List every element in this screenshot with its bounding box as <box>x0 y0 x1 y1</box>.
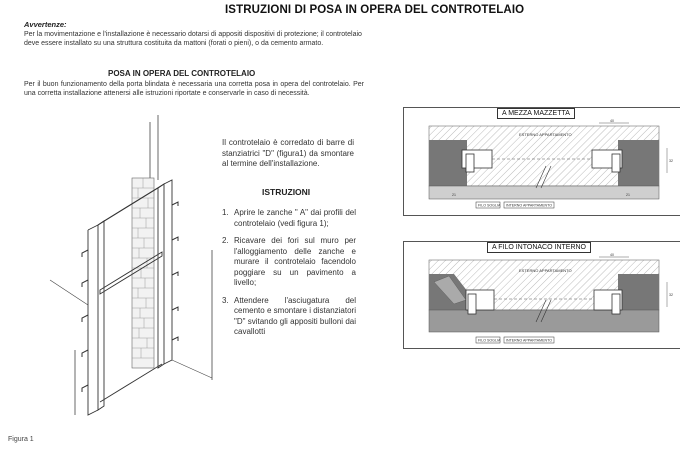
floor-label-1: FILO SOGLIA <box>478 338 501 343</box>
diagram-label: A FILO INTONACO INTERNO <box>487 242 591 253</box>
dim-top: 40 <box>610 119 614 123</box>
frame-profiles <box>88 180 172 415</box>
installation-body: Per il buon funzionamento della porta blindata è necessaria una corretta posa in opera del controtelaio. Per una corretta installazione attenersi alle istruzioni riportate e conservarle in caso di necessità. <box>24 81 364 97</box>
dim-left: 21 <box>452 193 456 197</box>
dim-side: 32 <box>669 159 673 163</box>
inner-label: ESTERNO APPARTAMENTO <box>519 268 572 273</box>
warning-body: Per la movimentazione e l'installazione è necessario dotarsi di appositi dispositivi di protezione; il controtelaio deve essere installato su una struttura costituita da mattoni (forati o pieni), o da cemento armato. <box>24 31 362 47</box>
warning-heading: Avvertenze: <box>24 20 67 29</box>
dim-side: 32 <box>669 293 673 297</box>
frame-profile-left <box>468 294 476 314</box>
diagram-mezza-mazzetta <box>403 107 680 216</box>
inner-label: ESTERNO APPARTAMENTO <box>519 132 572 137</box>
frame-profile-right <box>612 294 620 314</box>
wall-block-right <box>618 140 659 186</box>
section-drawing-top <box>404 118 680 215</box>
instruction-step: 3. Attendere l'asciugatura del cemento e smontare i distanziatori "D" svitando gli appositi bulloni dai cavallotti <box>222 295 356 336</box>
dim-right: 21 <box>626 193 630 197</box>
page-title: ISTRUZIONI DI POSA IN OPERA DEL CONTROTELAIO <box>225 4 525 16</box>
wall-block-right <box>618 274 659 310</box>
instruction-step: 2. Ricavare dei fori sul muro per l'alloggiamento delle zanche e murare il controtelaio facendolo poggiare su un pavimento a livello; <box>222 236 356 287</box>
frame-isometric-drawing <box>40 110 220 430</box>
diagram-filo-intonaco <box>403 241 680 349</box>
floor-band <box>429 186 659 199</box>
floor-label-2: INTERNO APPARTAMENTO <box>506 338 553 343</box>
description-text: Il controtelaio è corredato di barre di stanziatrici "D" (figura1) da smontare al termine dell'installazione. <box>222 138 354 168</box>
floor-label-2: INTERNO APPARTAMENTO <box>506 203 553 208</box>
brick-column <box>132 178 154 368</box>
floor-line <box>172 360 212 378</box>
instruction-step: 1. Aprire le zanche " A" dai profili del controtelaio (vedi figura 1); <box>222 208 356 228</box>
dim-top: 40 <box>610 253 614 257</box>
section-drawing-bottom <box>404 252 680 348</box>
floor-label-1: FILO SOGLIA <box>478 203 501 208</box>
wall-block-left <box>429 140 467 186</box>
figure-caption: Figura 1 <box>8 436 34 443</box>
frame-profile-left <box>466 154 474 172</box>
frame-profile-right <box>612 154 620 172</box>
diagram-label: A MEZZA MAZZETTA <box>497 108 575 119</box>
installation-heading: POSA IN OPERA DEL CONTROTELAIO <box>108 69 256 78</box>
plaster-band <box>429 310 659 332</box>
instructions-heading: ISTRUZIONI <box>262 187 311 197</box>
instructions-list <box>222 208 356 345</box>
